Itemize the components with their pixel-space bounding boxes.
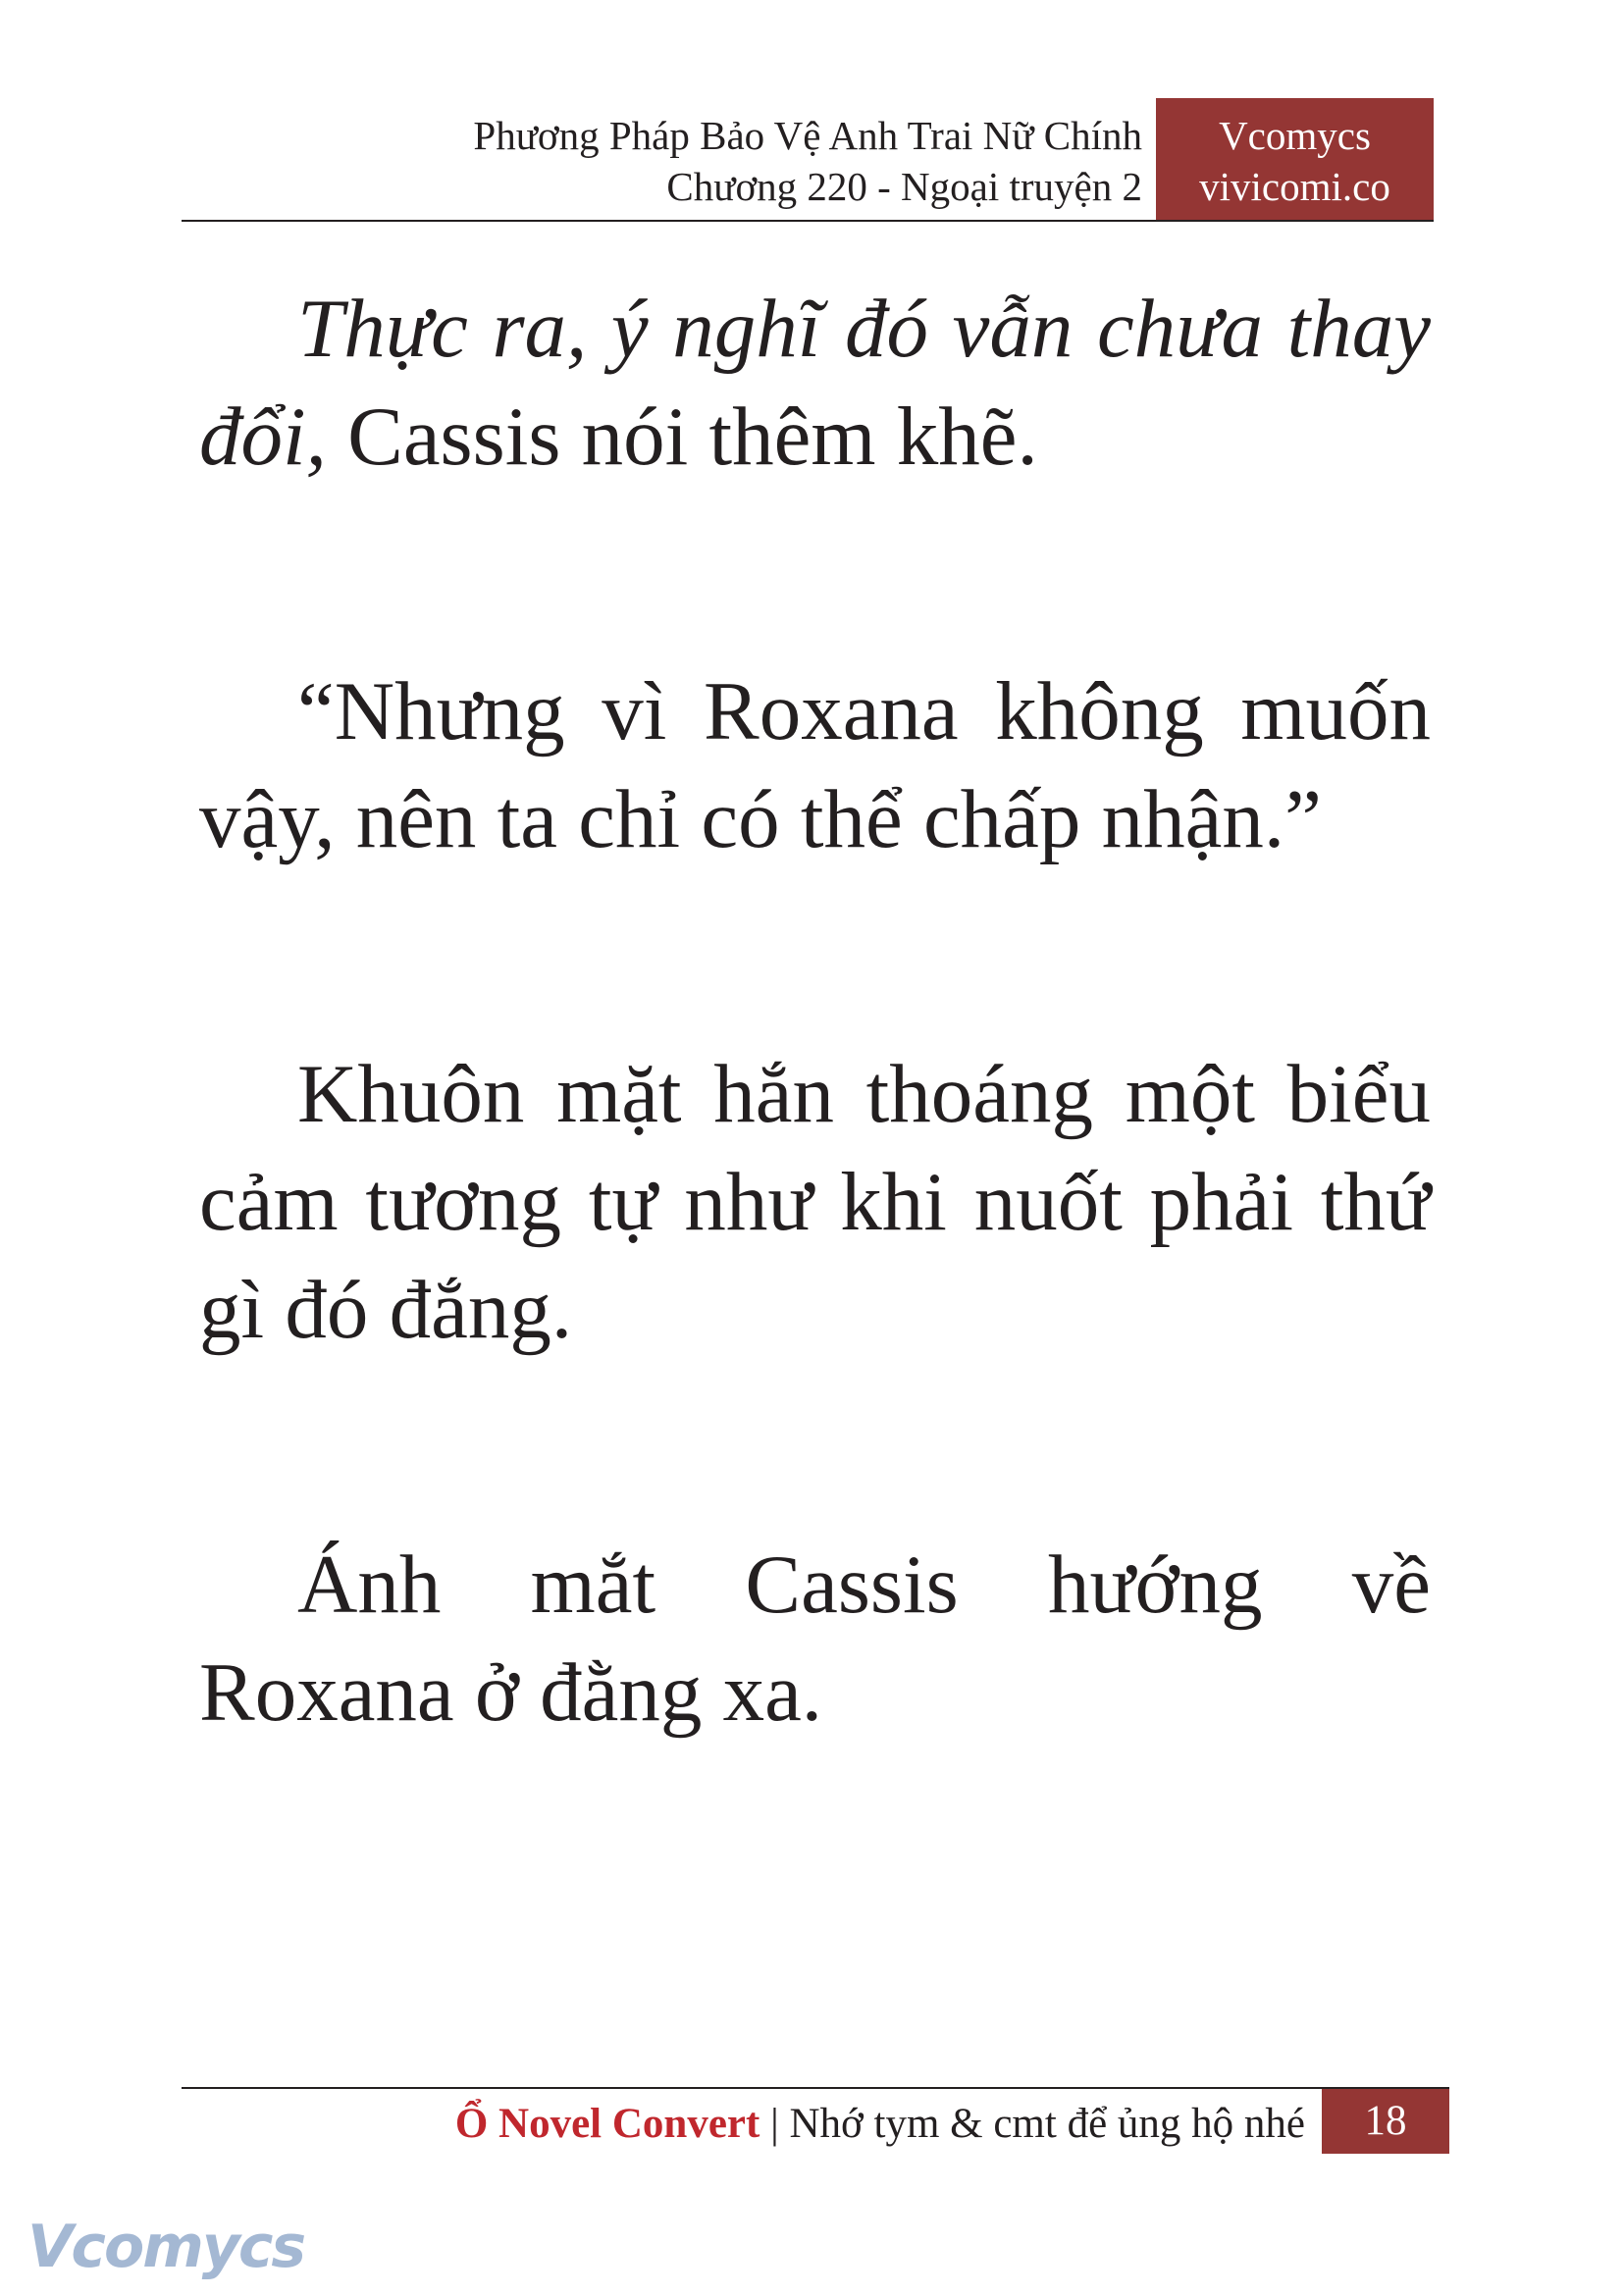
paragraph-4: Ánh mắt Cassis hướng về Roxana ở đằng xa. bbox=[199, 1539, 1431, 1739]
site-name: Vcomycs bbox=[1219, 113, 1371, 158]
paragraph-1-text: Cassis nói thêm khẽ. bbox=[326, 391, 1038, 483]
watermark-logo: Vcomycs bbox=[27, 2213, 305, 2281]
page-header bbox=[182, 98, 1434, 221]
paragraph-1-italic: Thực ra, ý nghĩ đó vẫn chưa thay đổi, bbox=[199, 283, 1431, 483]
site-url: vivicomi.co bbox=[1199, 164, 1390, 209]
footer-divider bbox=[182, 2087, 1449, 2089]
footer-message: Nhớ tym & cmt để ủng hộ nhé bbox=[789, 2101, 1305, 2147]
page-number: 18 bbox=[1322, 2089, 1449, 2154]
site-badge bbox=[1156, 98, 1434, 221]
paragraph-3: Khuôn mặt hắn thoáng một biểu cảm tương tự như khi nuốt phải thứ gì đó đắng. bbox=[199, 1048, 1431, 1356]
paragraph-1 bbox=[199, 275, 1431, 491]
footer-separator: | bbox=[760, 2101, 790, 2147]
footer-note bbox=[455, 2095, 1305, 2154]
page-body bbox=[199, 275, 1431, 1747]
chapter-title: Chương 220 - Ngoại truyện 2 bbox=[666, 164, 1142, 209]
novel-title: Phương Pháp Bảo Vệ Anh Trai Nữ Chính bbox=[473, 113, 1142, 158]
paragraph-2: “Nhưng vì Roxana không muốn vậy, nên ta chỉ có thể chấp nhận.” bbox=[199, 665, 1431, 865]
header-title bbox=[473, 110, 1142, 212]
header-divider bbox=[182, 220, 1434, 222]
footer-brand: Ổ Novel Convert bbox=[454, 2101, 760, 2147]
